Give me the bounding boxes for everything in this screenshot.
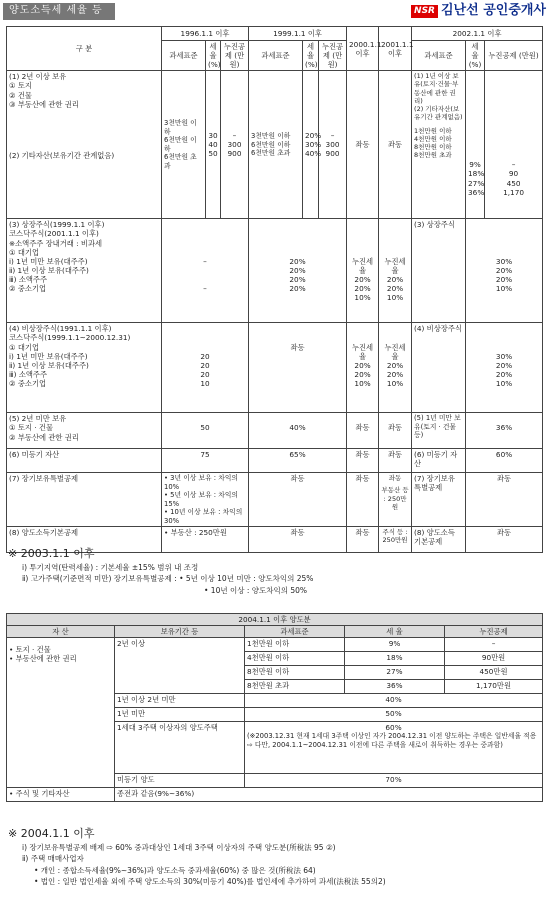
cell: (1) 1년 이상 보유(토지·건물·부동산에 관한 권리) (2) 기타자산(보유기간 관계없음) 1천만원 이하 4천만원 이하 8천만원 이하 8천만원 초과 xyxy=(412,71,466,219)
col-deduction: 누진공제 (만원) xyxy=(221,41,249,71)
col-base: 과세표준 xyxy=(249,41,303,71)
cell: 누진세율 20% 20% 10% xyxy=(379,219,412,323)
cell: 종전과 같음(9%~36%) xyxy=(115,788,543,802)
logo-name: 김난선 공인중개사 xyxy=(441,3,546,18)
cell: – xyxy=(445,638,543,652)
cell: (6) 미등기 자산 xyxy=(412,449,466,473)
page-header xyxy=(0,0,548,22)
row-label: (6) 미등기 자산 xyxy=(7,449,162,473)
note-line: ⅱ) 주택 매매사업자 xyxy=(22,854,84,864)
cell: – 300 900 xyxy=(221,71,249,219)
brand-logo xyxy=(411,3,546,19)
cell: 좌동 xyxy=(466,473,543,527)
cell: 27% xyxy=(345,666,445,680)
row-label: (4) 비상장주식(1991.1.1 이후) 코스닥주식(1999.1.1~2000.12.31) ① 대기업 ⅰ) 1년 미만 보유(대주주) ⅱ) 1년 이상 보유(대주주) ⅲ) 소액주주 ② 중소기업 xyxy=(7,323,162,413)
cell: (8) 양도소득 기본공제 xyxy=(412,527,466,553)
col-period-2000: 2000.1.1 이후 xyxy=(347,27,379,71)
col-period: 보유기간 등 xyxy=(115,626,245,638)
cell: 누진세율 20% 20% 10% xyxy=(347,323,379,413)
period-cell: 1년 미만 xyxy=(115,708,245,722)
cell: 1,170만원 xyxy=(445,680,543,694)
col-period-1999: 1999.1.1 이후 xyxy=(249,27,347,41)
col-deduction: 누진공제 (만원) xyxy=(319,41,347,71)
col-base: 과세표준 xyxy=(245,626,345,638)
cell: 8천만원 초과 xyxy=(245,680,345,694)
tax-rate-history-table xyxy=(6,26,543,553)
table-row xyxy=(7,788,543,802)
cell: 60% (※2003.12.31 현재 1세대 3주택 이상인 자가 2004.12.31 이전 양도하는 주택은 일반세율 적용 ⇨ 다만, 2004.1.1~2004.12.31 이전에 다른 주택을 새로이 취득하는 경우는 중과함) xyxy=(245,722,543,774)
cell: 9% xyxy=(345,638,445,652)
cell: 좌동 xyxy=(347,527,379,553)
cell: 75 xyxy=(162,449,249,473)
cell: 좌동 xyxy=(347,71,379,219)
row-label: (3) 상장주식(1999.1.1 이후) 코스닥주식(2001.1.1 이후) ※소액주주 장내거래 : 비과세 ① 대기업 ⅰ) 1년 미만 보유(대주주) ⅱ) 1년 이상 보유(대주주) ⅲ) 소액주주 ② 중소기업 xyxy=(7,219,162,323)
cell: 좌동 xyxy=(379,413,412,449)
cell: 좌동 xyxy=(347,413,379,449)
cell: 65% xyxy=(249,449,347,473)
period-cell: 2년 이상 xyxy=(115,638,245,694)
period-cell: 1세대 3주택 이상자의 양도주택 xyxy=(115,722,245,774)
cell: 3천만원 이하 6천만원 이하 6천만원 초과 xyxy=(162,71,206,219)
cell: 20 20 20 10 xyxy=(162,323,249,413)
cell: 36% xyxy=(345,680,445,694)
cell: • 3년 이상 보유 : 차익의 10% • 5년 이상 보유 : 차익의 15% • 10년 이상 보유 : 차익의 30% xyxy=(162,473,249,527)
table-row xyxy=(7,449,543,473)
cell: 20% 20% 20% 20% xyxy=(249,219,347,323)
col-deduction: 누진공제 xyxy=(445,626,543,638)
cell: 18% xyxy=(345,652,445,666)
cell: 좌동 xyxy=(379,71,412,219)
cell: 90만원 xyxy=(445,652,543,666)
header-row-1 xyxy=(7,27,543,41)
note-2003 xyxy=(8,547,313,595)
col-rate: 세율 (%) xyxy=(466,41,485,71)
cell: 3천만원 이하 6천만원 이하 6천만원 초과 xyxy=(249,71,303,219)
header-row xyxy=(7,626,543,638)
cell: 좌동 xyxy=(249,527,347,553)
table-row xyxy=(7,473,543,527)
logo-mark: NSR xyxy=(411,5,438,18)
period-cell: 1년 이상 2년 미만 xyxy=(115,694,245,708)
table-row xyxy=(7,413,543,449)
note-title: ※ 2003.1.1 이후 xyxy=(8,547,95,560)
cell: 30% 20% 20% 10% xyxy=(466,219,543,323)
note-title: ※ 2004.1.1 이후 xyxy=(8,827,95,840)
row-label: (8) 양도소득기본공제 xyxy=(7,527,162,553)
cell: 좌동 xyxy=(347,449,379,473)
table-row xyxy=(7,219,543,323)
cell: 36% xyxy=(466,413,543,449)
note-line: ⅰ) 장기보유특별공제 배제 ⇨ 60% 중과대상인 1세대 3주택 이상자의 주택 양도분(所稅法 95 ②) xyxy=(22,842,336,852)
table-title: 2004.1.1 이후 양도분 xyxy=(7,614,543,626)
page-title: 양도소득세 세율 등 xyxy=(3,3,115,20)
title-row xyxy=(7,614,543,626)
cell: 20% 30% 40% xyxy=(303,71,319,219)
cell: 50 xyxy=(162,413,249,449)
col-deduction: 누진공제 (만원) xyxy=(485,41,543,71)
cell: 좌동 xyxy=(249,473,347,527)
col-base: 과세표준 xyxy=(412,41,466,71)
table-row xyxy=(7,638,543,652)
cell: 누진세율 20% 20% 10% xyxy=(347,219,379,323)
cell: 450만원 xyxy=(445,666,543,680)
cell: 좌동 xyxy=(379,449,412,473)
cell: – 300 900 xyxy=(319,71,347,219)
cell: (3) 상장주식 xyxy=(412,219,466,323)
col-gubun: 구 분 xyxy=(7,27,162,71)
cell: 누진세율 20% 20% 10% xyxy=(379,323,412,413)
cell: 50% xyxy=(245,708,543,722)
col-rate: 세율 (%) xyxy=(206,41,221,71)
note-line: ⅰ) 투기지역(탄력세율) : 기본세율 ±15% 범위 내 조정 xyxy=(22,562,199,572)
note-line: ⅱ) 고가주택(기준면적 미만) 장기보유특별공제 : • 5년 이상 10년 미만 : 양도차익의 25% xyxy=(22,574,314,584)
cell: 좌동 xyxy=(249,323,347,413)
col-base: 과세표준 xyxy=(162,41,206,71)
cell: 좌동 부동산 등 : 250만원 xyxy=(379,473,412,527)
row-label: (1) 2년 이상 보유 ① 토지 ② 건물 ③ 부동산에 관한 권리 (2) 기타자산(보유기간 관계없음) xyxy=(7,71,162,219)
cell: 30 40 50 xyxy=(206,71,221,219)
cell: (5) 1년 미만 보유(토지 · 건물 등) xyxy=(412,413,466,449)
cell: 40% xyxy=(249,413,347,449)
cell: • 부동산 : 250만원 xyxy=(162,527,249,553)
asset-cell: • 주식 및 기타자산 xyxy=(7,788,115,802)
table-row xyxy=(7,71,543,219)
cell: (7) 장기보유 특별공제 xyxy=(412,473,466,527)
cell: – – xyxy=(162,219,249,323)
note-line: • 법인 : 일반 법인세율 외에 주택 양도소득의 30%(미등기 40%)를 법인세에 추가하여 과세(法稅法 55의2) xyxy=(34,876,386,886)
cell: 70% xyxy=(245,774,543,788)
col-rate: 세율 (%) xyxy=(303,41,319,71)
cell: 4천만원 이하 xyxy=(245,652,345,666)
cell: 좌동 xyxy=(347,473,379,527)
cell: (4) 비상장주식 xyxy=(412,323,466,413)
cell: 30% 20% 20% 10% xyxy=(466,323,543,413)
col-asset: 자 산 xyxy=(7,626,115,638)
period-cell: 미등기 양도 xyxy=(115,774,245,788)
cell: 1천만원 이하 xyxy=(245,638,345,652)
cell: 60% xyxy=(466,449,543,473)
col-period-1996: 1996.1.1 이후 xyxy=(162,27,249,41)
table-row xyxy=(7,323,543,413)
cell: – 90 450 1,170 xyxy=(485,71,543,219)
cell: 주식 등 : 250만원 xyxy=(379,527,412,553)
note-line: • 개인 : 종합소득세율(9%~36%)과 양도소득 중과세율(60%) 중 많은 것(所稅法 64) xyxy=(34,865,316,875)
cell: 9% 18% 27% 36% xyxy=(466,71,485,219)
note-line: • 10년 이상 : 양도차익의 50% xyxy=(204,585,308,595)
col-period-2001: 2001.1.1 이후 xyxy=(379,27,412,71)
col-period-2002: 2002.1.1 이후 xyxy=(412,27,543,41)
cell: 40% xyxy=(245,694,543,708)
cell: 좌동 xyxy=(466,527,543,553)
col-rate: 세 율 xyxy=(345,626,445,638)
tax-rate-2004-table xyxy=(6,613,543,802)
asset-cell: • 토지 · 건물 • 부동산에 관한 권리 xyxy=(7,638,115,788)
cell: 8천만원 이하 xyxy=(245,666,345,680)
row-label: (7) 장기보유특별공제 xyxy=(7,473,162,527)
row-label: (5) 2년 미만 보유 ① 토지 · 건물 ② 부동산에 관한 권리 xyxy=(7,413,162,449)
note-2004 xyxy=(8,827,386,886)
